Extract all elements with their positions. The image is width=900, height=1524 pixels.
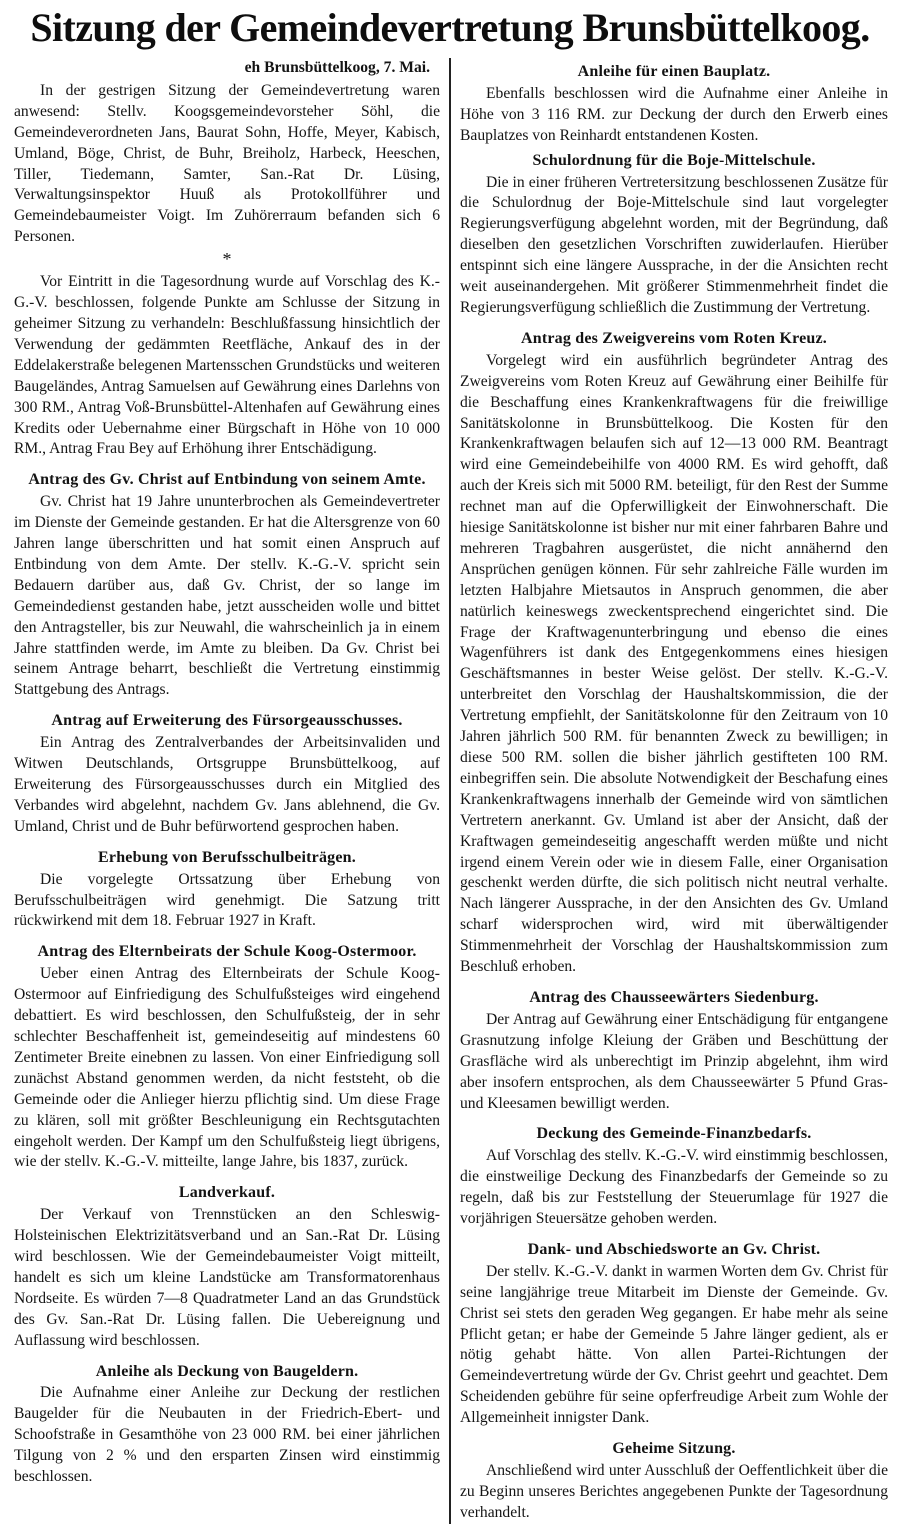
section-text: Auf Vorschlag des stellv. K.-G.-V. wird einstimmig beschlossen, die einstweilige Deckung des Finanzbedarfs der Gemeinde so zu regeln, daß bis zur Feststellung der Steuerumlage für 1927 die vorjährigen Steuersätze gehoben werden. [460,1147,888,1228]
section-text: Ein Antrag des Zentralverbandes der Arbeitsinvaliden und Witwen Deutschlands, Ortsgruppe Brunsbüttelkoog, auf Erweiterung des Fürsorgeausschusses durch ein Mitglied des Verbandes wird abgelehnt, nachdem Gv. Jans ablehnend, die Gv. Umland, Christ und de Buhr befürwortend gesprochen haben. [14,734,440,835]
section-heading: Erhebung von Berufsschulbeiträgen. [98,848,356,866]
section-text: Die Aufnahme einer Anleihe zur Deckung der restlichen Baugelder für die Neubauten in der Friedrich-Ebert- und Schoofstraße in Gesamthöhe von 23 000 RM. bei einer jährlichen Tilgung von 2 % und den ersparten Zinsen wird einstimmig beschlossen. [14,1384,440,1486]
section-text: Der Verkauf von Trennstücken an den Schleswig-Holsteinischen Elektrizitätsverband und an San.-Rat Dr. Lüsing wird beschlossen. Wie der Gemeindebaumeister Voigt mitteilt, handelt es sich um kleine Landstücke am Transformatorenhaus Nordseite. Es würden 7—8 Quadratmeter Land an das Grundstück des Gv. San.-Rat Dr. Lüsing fallen. Die Uebereignung und Auflassung wird beschlossen. [14,1206,440,1349]
left-column [14,58,449,1524]
dateline: eh Brunsbüttelkoog, 7. Mai. [244,59,430,76]
section-text: Gv. Christ hat 19 Jahre ununterbrochen als Gemeindevertreter im Dienste der Gemeinde gestanden. Er hat die Altersgrenze von 60 Jahren lange überschritten und hat somit einen Anspruch auf Entbindung von dem Amte. Der stellv. K.-G.-V. spricht sein Bedauern darüber aus, daß Gv. Christ, der so lange im Gemeindedienst gestanden habe, jetzt ausscheiden wolle und bittet den Antragsteller, bis zur Neuwahl, die wahrscheinlich ja in einem Jahre stattfinden werde, im Amte zu bleiben. Da Gv. Christ bei seinem Antrage beharrt, beschließt die Vertretung einstimmig Stattgebung des Antrags. [14,493,440,699]
section-heading: Deckung des Gemeinde-Finanzbedarfs. [536,1125,812,1143]
section-text: Ueber einen Antrag des Elternbeirats der Schule Koog-Ostermoor auf Einfriedigung des Schulfußsteiges wird eingehend debattiert. Es wird beschlossen, den Schulfußsteig, der in sehr schlechter Beschaffenheit ist, gemeindeseitig auf mindestens 60 Zentimeter Breite einebnen zu lassen. Von einer Einfriedigung soll zunächst Abstand genommen werden, da nicht feststeht, ob die Gemeinde oder die Anlieger hierzu pflichtig sind. Um diese Frage zu klären, soll mit größter Beschleunigung ein Rechtsgutachten eingeholt werden. Der Kampf um den Schulfußsteig liegt übrigens, wie der stellv. K.-G.-V. mitteilte, lange Jahre, bis 1837, zurück. [14,965,440,1171]
section-heading: Antrag des Gv. Christ auf Entbindung von seinem Amte. [28,471,426,489]
article-title: Sitzung der Gemeindevertretung Brunsbüttelkoog. [30,5,870,50]
separator-asterisk: * [222,249,232,270]
section-text: Der Antrag auf Gewährung einer Entschädigung für entgangene Grasnutzung infolge Kleiung der Gräben und Beschüttung der Grasfläche wird als unberechtigt im Prinzip abgelehnt, ihm wird aber insofern entsprochen, als dem Chausseewärter 5 Pfund Gras- und Kleesamen bewilligt werden. [460,1010,888,1112]
section-text: Vorgelegt wird ein ausführlich begründeter Antrag des Zweigvereins vom Roten Kreuz auf Gewährung einer Beihilfe für die Beschaffung eines Krankenkraftwagens für die freiwillige Sanitätskolonne in Brunsbüttelkoog. Die Kosten für den Krankenkraftwagen belaufen sich auf 12—13 000 RM. Beantragt wird eine Gemeindebeihilfe von 4000 RM. Es wird gehofft, daß auch der Kreis sich mit 5000 RM. beteiligt, für den Rest der Summe rechnet man auf die Opferwilligkeit der Einwohnerschaft. Die hiesige Sanitätskolonne ist bisher nur mit einer fahrbaren Bahre und mehreren Tragbahren ausgerüstet, die nicht annähernd den Ansprüchen genügen können. Für sehr zahlreiche Fälle wurden im letzten Halbjahre Mietsautos in Anspruch genommen, die aber natürlich keineswegs zweckentsprechend eingerichtet sind. Die Frage der Kraftwagenunterbringung und ebenso die eines Wagenführers ist dank des Entgegenkommens eines hiesigen Geschäftsmannes in bester Weise gelöst. Der stellv. K.-G.-V. unterbreitet den Vorschlag der Haushaltskommission, die der Vertretung empfiehlt, der Sanitätskolonne für den Zeitraum von 10 Jahren jährlich 500 RM. für benannten Zweck zu bewilligen; in diese 500 RM. sollen die bisher jährlich gestifteten 100 RM. einbegriffen sein. Die absolute Notwendigkeit der Beschafung eines Krankenkraftwagens innerhalb der Gemeinde wird von sämtlichen Vertretern anerkannt. Gv. Umland ist aber der Ansicht, daß der Kraftwagen gemeindeseitig angeschafft werden müßte und nicht irgend einem Verein oder wie in diesem Falle, einer Organisation geschenkt werden dürfte, die sich politisch nicht neutral verhalte. Nach längerer Aussprache, in der den Ansichten des Gv. Umland scharf widersprochen wird, wird mit überwältigender Stimmenmehrheit der Vorschlag der Haushaltskommission zum Beschluß erhoben. [460,351,888,976]
section-text: Anschließend wird unter Ausschluß der Oeffentlichkeit über die zu Beginn unseres Berichtes angegebenen Punkte der Tagesordnung verhandelt. [460,1462,888,1521]
section-heading: Landverkauf. [178,1184,276,1202]
section-heading: Geheime Sitzung. [612,1440,736,1458]
section-heading: Anleihe als Deckung von Baugeldern. [95,1362,359,1380]
section-heading: Antrag des Zweigvereins vom Roten Kreuz. [520,329,828,347]
section-heading: Dank- und Abschiedsworte an Gv. Christ. [527,1240,821,1258]
agenda-paragraph: Vor Eintritt in die Tagesordnung wurde auf Vorschlag des K.-G.-V. beschlossen, folgende Punkte am Schlusse der Sitzung in geheimer Sitzung zu verhandeln: Beschlußfassung hinsichtlich der Verwendung der gedämmten Reetfläche, Ankauf des in der Eddelakerstraße belegenen Martensschen Grundstücks und weiteren Baugeländes, Antrag Samuelsen auf Gewährung eines Darlehns von 300 RM., Antrag Voß-Brunsbüttel-Altenhafen auf Gewährung eines Kredits oder Uebernahme einer Bürgschaft in Höhe von 10 000 RM., Antrag Frau Bey auf Erhöhung ihrer Entschädigung. [14,273,440,458]
intro-paragraph: In der gestrigen Sitzung der Gemeindevertretung waren anwesend: Stellv. Koogsgemeindevorsteher Söhl, die Gemeindeverordneten Jans, Baurat Sohn, Hoffe, Meyer, Kabisch, Umland, Böge, Christ, de Buhr, Breiholz, Harbeck, Heeschen, Tiller, Tiedemann, Samter, San.-Rat Dr. Lüsing, Verwaltungsinspektor Huuß als Protokollführer und Gemeindebaumeister Voigt. Im Zuhörerraum befanden sich 6 Personen. [14,81,440,246]
section-heading: Antrag des Elternbeirats der Schule Koog-Ostermoor. [37,943,417,961]
section-heading: Schulordnung für die Boje-Mittelschule. [532,151,816,169]
article-body [0,58,900,1524]
section-heading: Antrag des Chausseewärters Siedenburg. [529,988,819,1006]
section-text: Die vorgelegte Ortssatzung über Erhebung von Berufsschulbeiträgen wird genehmigt. Die Satzung tritt rückwirkend mit dem 18. Februar 1927 in Kraft. [14,870,440,930]
section-heading: Antrag auf Erweiterung des Fürsorgeausschusses. [51,712,403,730]
section-heading: Anleihe für einen Bauplatz. [577,63,771,80]
section-text: Ebenfalls beschlossen wird die Aufnahme einer Anleihe in Höhe von 3 116 RM. zur Deckung der durch den Erwerb eines Bauplatzes von Reinhardt entstandenen Kosten. [460,84,888,144]
section-text: Die in einer früheren Vertretersitzung beschlossenen Zusätze für die Schulordnug der Boje-Mittelschule sind laut vorgelegter Regierungsverfügung abgelehnt worden, mit der Begründung, daß dieselben den gesetzlichen Vorschriften zuwiderlaufen. Hierüber entspinnt sich eine längere Aussprache, in der die Ansichten recht weit auseinandergehen. Mit größerer Stimmenmehrheit findet die Regierungsverfügung schließlich die Zustimmung der Vertretung. [460,173,888,316]
section-text: Der stellv. K.-G.-V. dankt in warmen Worten dem Gv. Christ für seine langjährige treue Mitarbeit im Dienste der Gemeinde. Gv. Christ sei stets den geraden Weg gegangen. Er habe mehr als seine Pflicht getan; er habe der Gemeinde 5 Jahre länger gedient, als er nötig gehabt hätte. Von allen Partei-Richtungen der Gemeindevertretung würde der Gv. Christ geehrt und geachtet. Dem Scheidenden gebühre für seine opferfreudige Arbeit zum Wohle der Allgemeinheit innigster Dank. [460,1262,888,1427]
right-column [449,58,888,1524]
